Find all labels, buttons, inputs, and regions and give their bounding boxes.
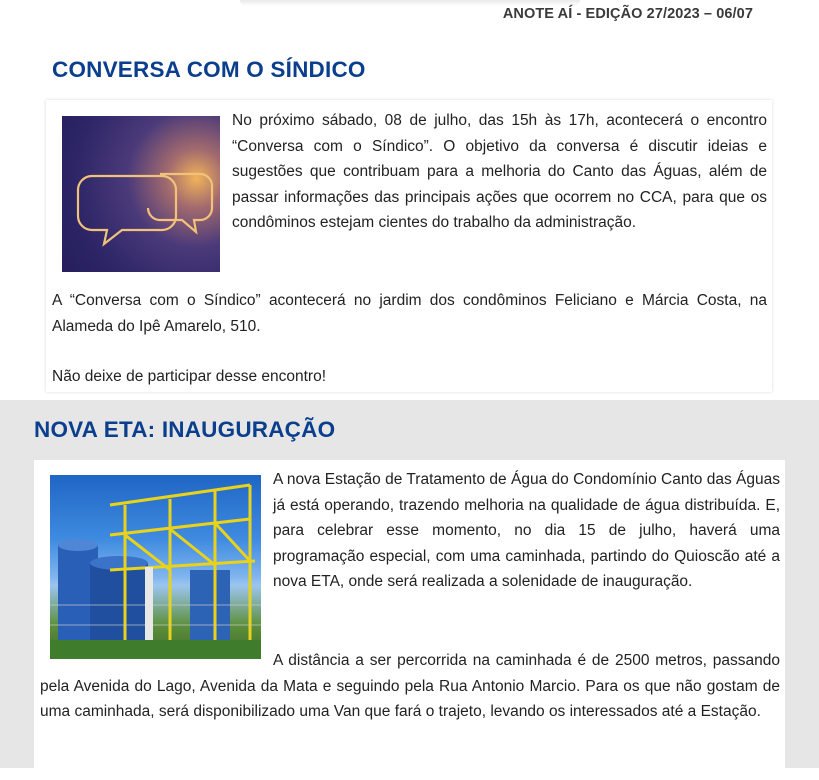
edition-label: ANOTE AÍ - EDIÇÃO 27/2023 – 06/07	[502, 6, 753, 22]
chat-bubbles-icon	[62, 116, 220, 272]
section-title-conversa: CONVERSA COM O SÍNDICO	[52, 57, 366, 82]
section-title-eta: NOVA ETA: INAUGURAÇÃO	[34, 417, 336, 442]
section2-paragraph-2: A distância a ser percorrida na caminhada é de 2500 metros, passando pela Avenida do Lago, Avenida da Mata e seguindo pela Rua Antonio Marcio. Para os que não gostam de uma caminhada, será disponibilizado uma Van que fará o trajeto, levando os interessados até a Estação.	[40, 652, 780, 720]
section1-paragraph-3: Não deixe de participar desse encontro!	[52, 368, 326, 385]
section1-paragraph-1: No próximo sábado, 08 de julho, das 15h às 17h, acontecerá o encontro “Conversa com o Síndico”. O objetivo da conversa é discutir ideias e sugestões que contribuam para a melhoria do Canto das Águas, além de passar informações das principais ações que ocorrem no CCA, para que os condôminos estejam cientes do trabalho da administração.	[232, 112, 767, 231]
section2-paragraph-1: A nova Estação de Tratamento de Água do Condomínio Canto das Águas já está operando, trazendo melhoria na qualidade de água distribuída. E, para celebrar esse momento, no dia 15 de julho, haverá uma programação especial, com uma caminhada, partindo do Quioscão até a nova ETA, onde será realizada a solenidade de inauguração.	[273, 471, 780, 590]
water-treatment-plant-photo	[50, 475, 261, 659]
section1-paragraph-2: A “Conversa com o Síndico” acontecerá no jardim dos condôminos Feliciano e Márcia Costa, na Alameda do Ipê Amarelo, 510.	[52, 292, 767, 335]
